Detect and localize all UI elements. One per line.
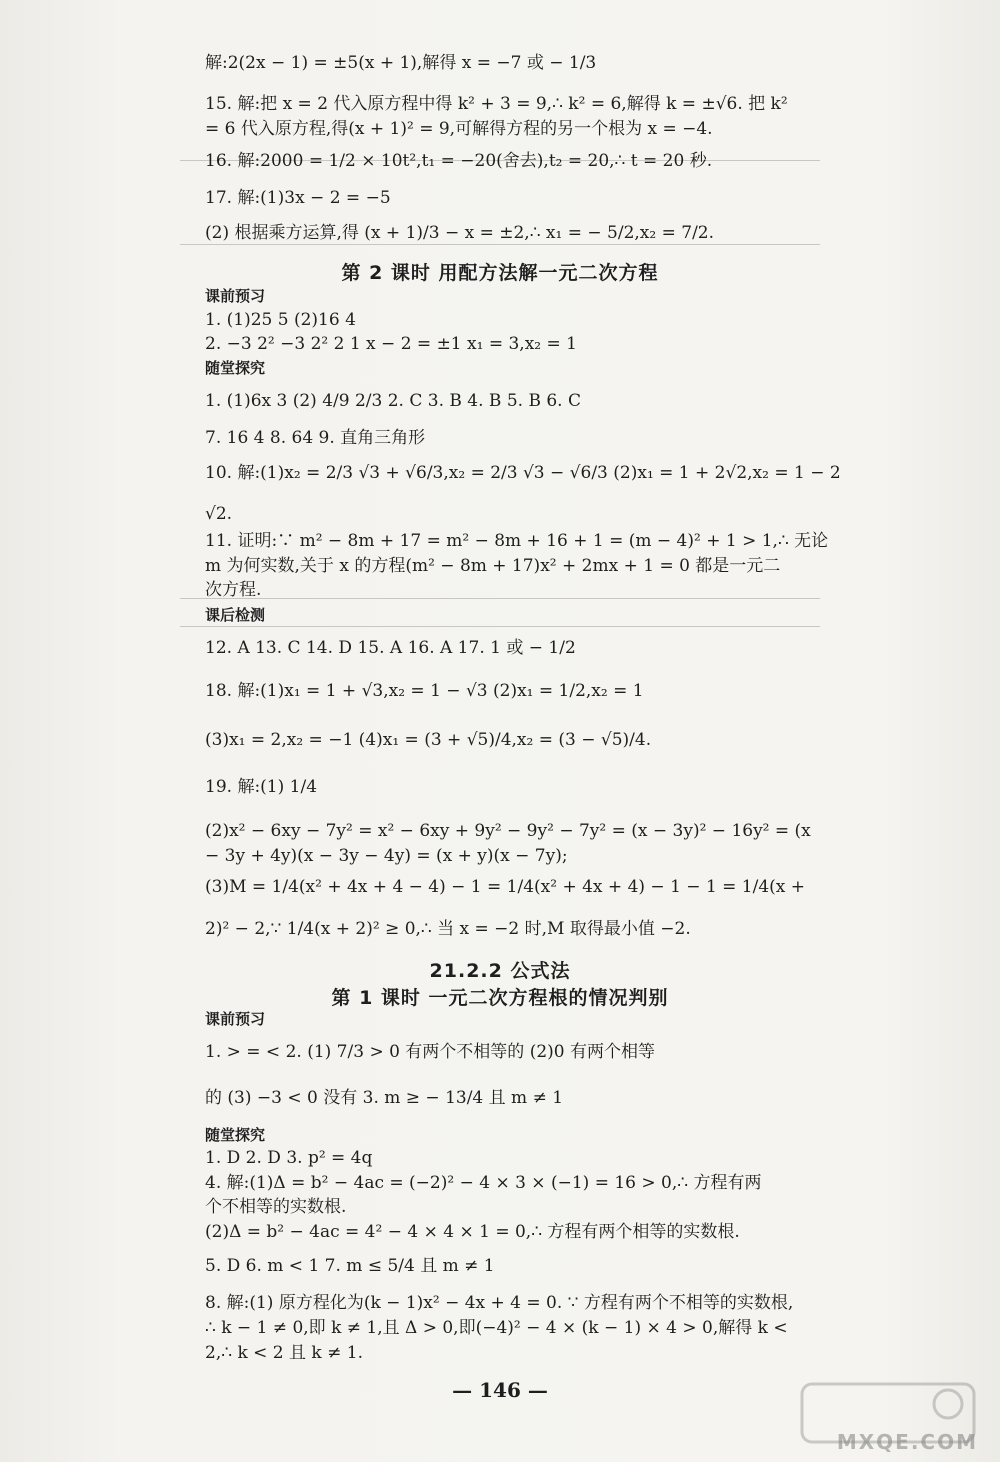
answer-line: 个不相等的实数根. xyxy=(205,1197,347,1217)
answer-line: 1. > = < 2. (1) 7/3 > 0 有两个不相等的 (2)0 有两个相等 xyxy=(205,1042,656,1062)
answer-line: 次方程. xyxy=(205,580,262,600)
answer-line: 12. A 13. C 14. D 15. A 16. A 17. 1 或 − 1/2 xyxy=(205,638,576,658)
answer-line: 17. 解:(1)3x − 2 = −5 xyxy=(205,188,391,208)
section-heading: 21.2.2 公式法 xyxy=(429,960,571,982)
watermark-url: MXQE.COM xyxy=(836,1430,978,1454)
answer-line: 2,∴ k < 2 且 k ≠ 1. xyxy=(205,1343,363,1363)
answer-line: √2. xyxy=(205,504,233,524)
answer-line: 2. −3 2² −3 2² 2 1 x − 2 = ±1 x₁ = 3,x₂ = 1 xyxy=(205,334,577,354)
answer-line: 解:2(2x − 1) = ±5(x + 1),解得 x = −7 或 − 1/3 xyxy=(205,53,597,73)
page-number: — 146 — xyxy=(452,1378,548,1402)
answer-line: 19. 解:(1) 1/4 xyxy=(205,777,318,797)
subsection-label: 随堂探究 xyxy=(205,1126,266,1144)
subsection-label: 随堂探究 xyxy=(205,359,266,377)
answer-line: 的 (3) −3 < 0 没有 3. m ≥ − 13/4 且 m ≠ 1 xyxy=(205,1088,564,1108)
answer-line: (3)M = 1/4(x² + 4x + 4 − 4) − 1 = 1/4(x² + 4x + 4) − 1 − 1 = 1/4(x + xyxy=(205,877,806,897)
ruled-line xyxy=(180,626,820,627)
answer-line: 15. 解:把 x = 2 代入原方程中得 k² + 3 = 9,∴ k² = 6,解得 k = ±√6. 把 k² xyxy=(205,94,788,114)
subsection-label: 课前预习 xyxy=(205,287,266,305)
answer-line: 7. 16 4 8. 64 9. 直角三角形 xyxy=(205,428,426,448)
section-heading: 第 2 课时 用配方法解一元二次方程 xyxy=(341,262,659,284)
answer-line: (3)x₁ = 2,x₂ = −1 (4)x₁ = (3 + √5)/4,x₂ = (3 − √5)/4. xyxy=(205,730,652,750)
answer-line: (2)Δ = b² − 4ac = 4² − 4 × 4 × 1 = 0,∴ 方程有两个相等的实数根. xyxy=(205,1222,740,1242)
subsection-label: 课后检测 xyxy=(205,606,266,624)
answer-line: 8. 解:(1) 原方程化为(k − 1)x² − 4x + 4 = 0. ∵ 方程有两个不相等的实数根, xyxy=(205,1293,794,1313)
answer-line: 4. 解:(1)Δ = b² − 4ac = (−2)² − 4 × 3 × (−1) = 16 > 0,∴ 方程有两 xyxy=(205,1173,762,1193)
answer-line: 16. 解:2000 = 1/2 × 10t²,t₁ = −20(舍去),t₂ = 20,∴ t = 20 秒. xyxy=(205,151,713,171)
subsection-label: 课前预习 xyxy=(205,1010,266,1028)
answer-line: 1. D 2. D 3. p² = 4q xyxy=(205,1148,373,1168)
section-heading: 第 1 课时 一元二次方程根的情况判别 xyxy=(331,987,669,1009)
answer-line: 1. (1)25 5 (2)16 4 xyxy=(205,310,356,330)
answer-line: 10. 解:(1)x₂ = 2/3 √3 + √6/3,x₂ = 2/3 √3 − √6/3 (2)x₁ = 1 + 2√2,x₂ = 1 − 2 xyxy=(205,463,841,483)
answer-line: m 为何实数,关于 x 的方程(m² − 8m + 17)x² + 2mx + 1 = 0 都是一元二 xyxy=(205,556,781,576)
answer-line: = 6 代入原方程,得(x + 1)² = 9,可解得方程的另一个根为 x = −4. xyxy=(205,119,713,139)
answer-line: ∴ k − 1 ≠ 0,即 k ≠ 1,且 Δ > 0,即(−4)² − 4 × (k − 1) × 4 > 0,解得 k < xyxy=(205,1318,788,1338)
answer-line: (2)x² − 6xy − 7y² = x² − 6xy + 9y² − 9y² − 7y² = (x − 3y)² − 16y² = (x xyxy=(205,821,811,841)
answer-line: 2)² − 2,∵ 1/4(x + 2)² ≥ 0,∴ 当 x = −2 时,M 取得最小值 −2. xyxy=(205,919,691,939)
answer-line: 18. 解:(1)x₁ = 1 + √3,x₂ = 1 − √3 (2)x₁ = 1/2,x₂ = 1 xyxy=(205,681,644,701)
ruled-line xyxy=(180,244,820,245)
answer-line: 5. D 6. m < 1 7. m ≤ 5/4 且 m ≠ 1 xyxy=(205,1256,495,1276)
answer-line: − 3y + 4y)(x − 3y − 4y) = (x + y)(x − 7y); xyxy=(205,846,568,866)
answer-line: 1. (1)6x 3 (2) 4/9 2/3 2. C 3. B 4. B 5. B 6. C xyxy=(205,391,581,411)
answer-line: (2) 根据乘方运算,得 (x + 1)/3 − x = ±2,∴ x₁ = − 5/2,x₂ = 7/2. xyxy=(205,223,715,243)
answer-line: 11. 证明:∵ m² − 8m + 17 = m² − 8m + 16 + 1 = (m − 4)² + 1 > 1,∴ 无论 xyxy=(205,531,829,551)
